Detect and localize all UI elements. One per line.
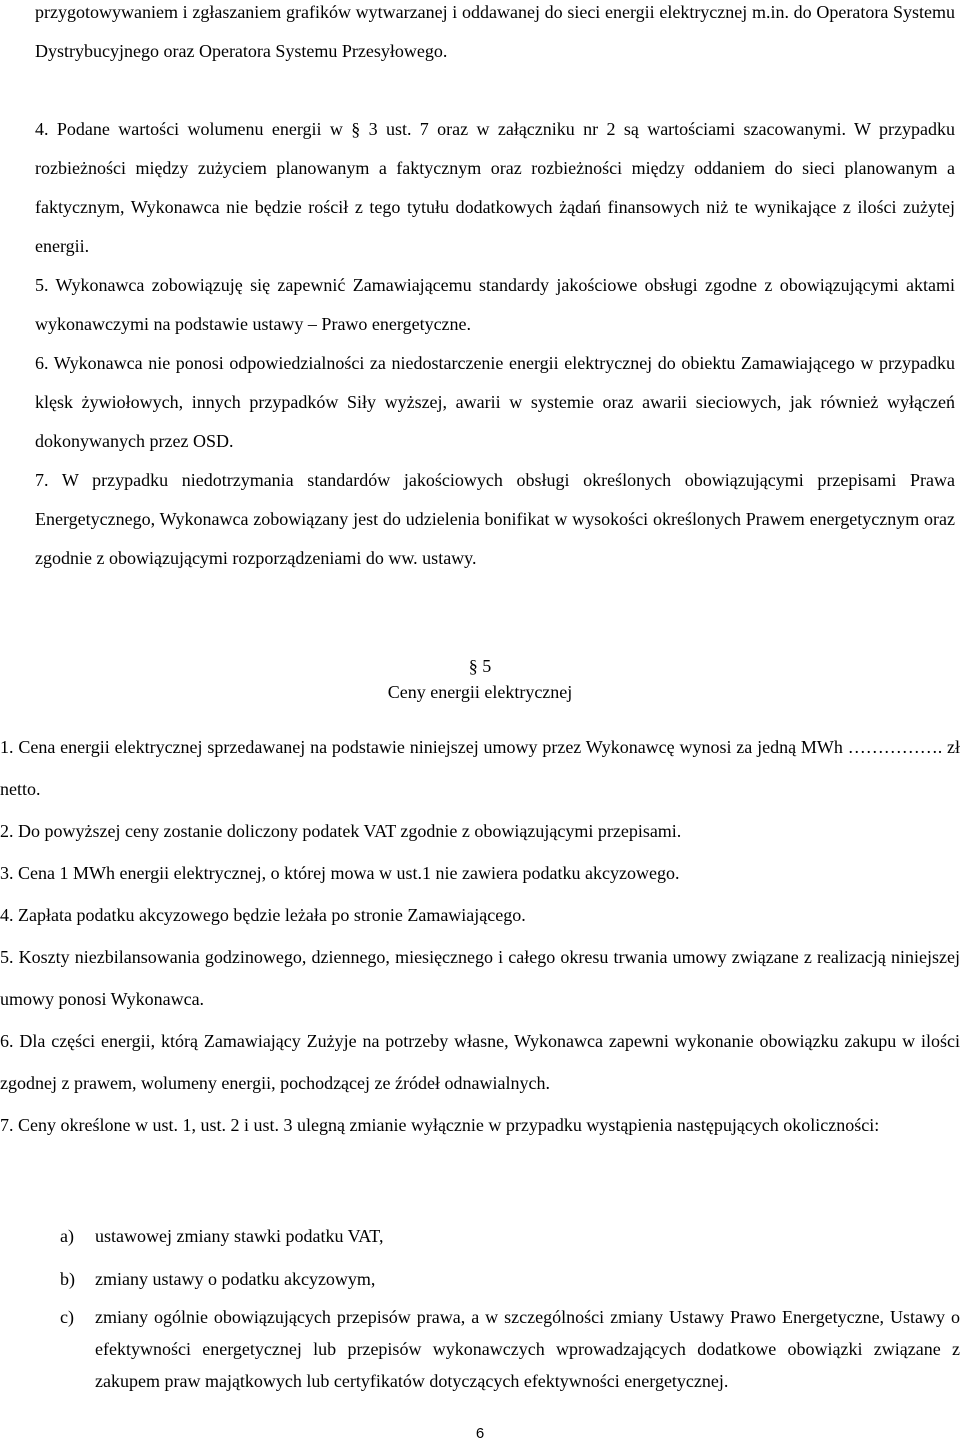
item-text: Do powyższej ceny zostanie doliczony podatek VAT zgodnie z obowiązującymi przepisami. [18,821,682,841]
paragraph-item-5 [35,266,955,344]
item-number: 5. [0,947,14,967]
paragraph-number: 4. [35,119,49,139]
section-item-5 [0,936,960,1020]
paragraph-number: 7. [35,470,49,490]
sub-item-text: zmiany ustawy o podatku akcyzowym, [95,1269,376,1289]
paragraph-item-7 [35,461,955,578]
paragraph-text: Wykonawca zobowiązuję się zapewnić Zamawiającemu standardy jakościowe obsługi zgodne z obowiązującymi aktami wykonawczymi na podstawie ustawy – Prawo energetyczne. [35,275,955,334]
section-item-3 [0,852,960,894]
item-text: Koszty niezbilansowania godzinowego, dziennego, miesięcznego i całego okresu trwania umowy związane z realizacją niniejszej umowy ponosi Wykonawca. [0,947,960,1009]
page-number: 6 [475,1425,485,1442]
section-item-7 [0,1104,960,1146]
item-number: 7. [0,1115,14,1135]
paragraph-item-4 [35,110,955,266]
item-number: 6. [0,1031,14,1051]
sub-item-text: zmiany ogólnie obowiązujących przepisów prawa, a w szczególności zmiany Ustawy Prawo Energetyczne, Ustawy o efektywności energetycznej lub przepisów wykonawczych wprowadzających dodatkowe obowiązki związane z zakupem praw majątkowych lub certyfikatów dotyczących efektywności energetycznej. [95,1307,960,1391]
paragraph-number: 6. [35,353,49,373]
paragraph-item-6 [35,344,955,461]
item-number: 1. [0,737,14,757]
section-title: Ceny energii elektrycznej [387,682,573,702]
item-text: Ceny określone w ust. 1, ust. 2 i ust. 3 ulegną zmianie wyłącznie w przypadku wystąpienia następujących okoliczności: [18,1115,880,1135]
sub-item-label: c) [60,1307,74,1327]
section-item-2 [0,810,960,852]
item-text: Zapłata podatku akcyzowego będzie leżała po stronie Zamawiającego. [18,905,526,925]
item-number: 2. [0,821,14,841]
section-item-6 [0,1020,960,1104]
sub-item-label: b) [60,1269,75,1289]
item-number: 4. [0,905,14,925]
paragraph-text: przygotowywaniem i zgłaszaniem grafików wytwarzanej i oddawanej do sieci energii elektrycznej m.in. do Operatora Systemu Dystrybucyjnego oraz Operatora Systemu Przesyłowego. [35,2,955,61]
section-item-4 [0,894,960,936]
item-number: 3. [0,863,14,883]
item-text: Dla części energii, którą Zamawiający Zużyje na potrzeby własne, Wykonawca zapewni wykonanie obowiązku zakupu w ilości zgodnej z prawem, wolumeny energii, pochodzącej ze źródeł odnawialnych. [0,1031,960,1093]
paragraph-continuation [35,0,955,71]
sub-item-label: a) [60,1226,74,1246]
item-text: Cena 1 MWh energii elektrycznej, o której mowa w ust.1 nie zawiera podatku akcyzowego. [18,863,680,883]
item-text: Cena energii elektrycznej sprzedawanej na podstawie niniejszej umowy przez Wykonawcę wynosi za jedną MWh ……………. zł netto. [0,737,960,799]
sub-item-text: ustawowej zmiany stawki podatku VAT, [95,1226,384,1246]
section-item-list [0,726,960,1146]
section-item-1 [0,726,960,810]
paragraph-number: 5. [35,275,49,295]
paragraph-text: W przypadku niedotrzymania standardów jakościowych obsługi określonych obowiązującymi przepisami Prawa Energetycznego, Wykonawca zobowiązany jest do udzielenia bonifikat w wysokości określonych Prawem energetycznym oraz zgodnie z obowiązującymi rozporządzeniami do ww. ustawy. [35,470,955,568]
section-number: § 5 [468,656,492,676]
paragraph-text: Podane wartości wolumenu energii w § 3 ust. 7 oraz w załączniku nr 2 są wartościami szacowanymi. W przypadku rozbieżności między zużyciem planowanym a faktycznym oraz rozbieżności między oddaniem do sieci planowanym a faktycznym, Wykonawca nie będzie rościł z tego tytułu dodatkowych żądań finansowych niż te wynikające z ilości zużytej energii. [35,119,956,256]
sub-item-a [60,1220,960,1252]
paragraph-text: Wykonawca nie ponosi odpowiedzialności za niedostarczenie energii elektrycznej do obiektu Zamawiającego w przypadku klęsk żywiołowych, innych przypadków Siły wyższej, awarii w systemie oraz awarii sieciowych, jak również wyłączeń dokonywanych przez OSD. [35,353,955,451]
sub-item-b [60,1263,960,1295]
sub-item-c [60,1301,960,1397]
